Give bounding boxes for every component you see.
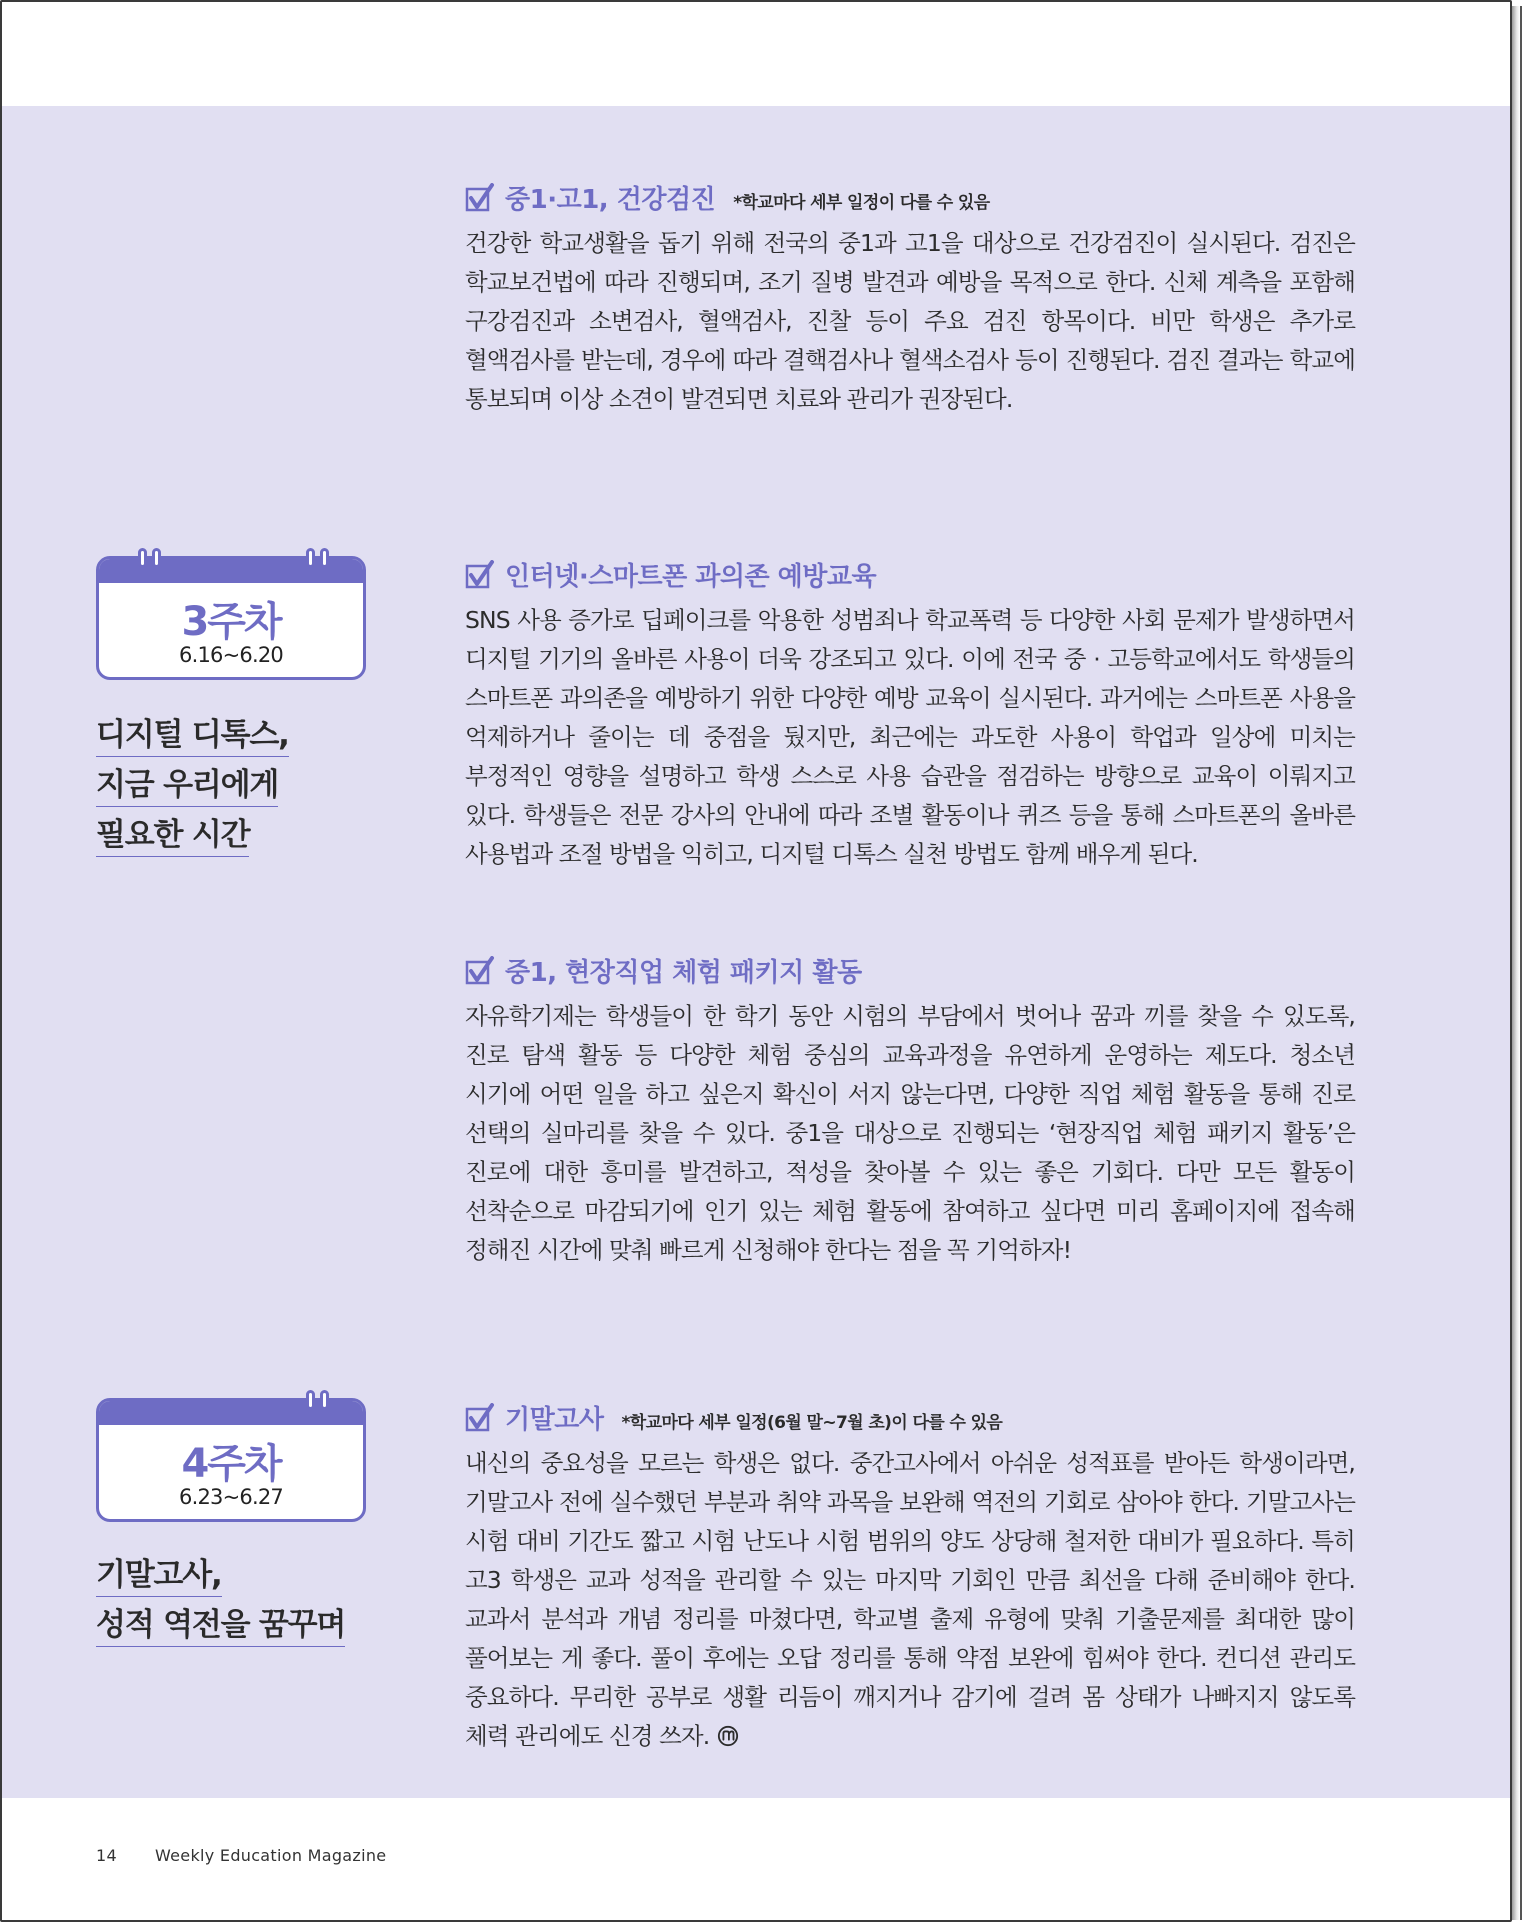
section-note: *학교마다 세부 일정(6월 말~7월 초)이 다를 수 있음: [621, 1413, 1003, 1433]
calendar-ring-icon: [306, 1390, 315, 1410]
calendar-ring-icon: [138, 548, 147, 568]
calendar-ring-icon: [320, 548, 329, 568]
week-headline-3: [96, 716, 416, 866]
headline-line: 필요한 시간: [96, 816, 249, 857]
section-title: 중1·고1, 건강검진: [505, 185, 716, 215]
week-label: 4주차: [181, 1441, 281, 1487]
section-header: [465, 178, 1355, 216]
page-number: 14: [96, 1846, 117, 1865]
page-footer: [96, 1846, 386, 1865]
section-body-wrap: [465, 1444, 1355, 1756]
section-title: 인터넷·스마트폰 과의존 예방교육: [505, 562, 877, 592]
section-body: 자유학기제는 학생들이 한 학기 동안 시험의 부담에서 벗어나 꿈과 끼를 찾을 수 있도록, 진로 탐색 활동 등 다양한 체험 중심의 교육과정을 유연하게 운영하는 제도다. 청소년 시기에 어떤 일을 하고 싶은지 확신이 서지 않는다면, 다양한 직업 체험 활동을 통해 진로 선택의 실마리를 찾을 수 있다. 중1을 대상으로 진행되는 ‘현장직업 체험 패키지 활동’은 진로에 대한 흥미를 발견하고, 적성을 찾아볼 수 있는 좋은 기회다. 다만 모든 활동이 선착순으로 마감되기에 인기 있는 체험 활동에 참여하고 싶다면 미리 홈페이지에 접속해 정해진 시간에 맞춰 빠르게 신청해야 한다는 점을 꼭 기억하자!: [465, 1002, 1355, 1264]
calendar-ring-icon: [152, 548, 161, 568]
section-final-exam: [465, 1398, 1355, 1756]
calendar-ring-icon: [306, 548, 315, 568]
week-dates: 6.16~6.20: [179, 643, 283, 667]
checkbox-check-icon: [465, 956, 495, 986]
section-header: [465, 555, 1355, 593]
section-health-check: [465, 178, 1355, 419]
section-smartphone-education: [465, 555, 1355, 874]
headline-line: 기말고사,: [96, 1556, 222, 1597]
week-label: 3주차: [181, 599, 281, 645]
checkbox-check-icon: [465, 183, 495, 213]
checkbox-check-icon: [465, 1403, 495, 1433]
week-card-3: [96, 548, 366, 680]
section-note: *학교마다 세부 일정이 다를 수 있음: [733, 193, 990, 213]
week-headline-4: [96, 1556, 416, 1656]
section-body: SNS 사용 증가로 딥페이크를 악용한 성범죄나 학교폭력 등 다양한 사회 문제가 발생하면서 디지털 기기의 올바른 사용이 더욱 강조되고 있다. 이에 전국 중 · 고등학교에서도 학생들의 스마트폰 과의존을 예방하기 위한 다양한 예방 교육이 실시된다. 과거에는 스마트폰 사용을 억제하거나 줄이는 데 중점을 뒀지만, 최근에는 과도한 사용이 학업과 일상에 미치는 부정적인 영향을 설명하고 학생 스스로 사용 습관을 점검하는 방향으로 교육이 이뤄지고 있다. 학생들은 전문 강사의 안내에 따라 조별 활동이나 퀴즈 등을 통해 스마트폰의 올바른 사용법과 조절 방법을 익히고, 디지털 디톡스 실천 방법도 함께 배우게 된다.: [465, 606, 1355, 868]
week-dates: 6.23~6.27: [179, 1485, 283, 1509]
section-title: 중1, 현장직업 체험 패키지 활동: [505, 958, 862, 988]
section-header: [465, 1398, 1355, 1436]
calendar-ring-icon: [320, 1390, 329, 1410]
week-card-4: [96, 1390, 366, 1522]
section-body: 건강한 학교생활을 돕기 위해 전국의 중1과 고1을 대상으로 건강검진이 실시된다. 검진은 학교보건법에 따라 진행되며, 조기 질병 발견과 예방을 목적으로 한다. 신체 계측을 포함해 구강검진과 소변검사, 혈액검사, 진찰 등이 주요 검진 항목이다. 비만 학생은 추가로 혈액검사를 받는데, 경우에 따라 결핵검사나 혈색소검사 등이 진행된다. 검진 결과는 학교에 통보되며 이상 소견이 발견되면 치료와 관리가 권장된다.: [465, 229, 1355, 413]
page-edge: [1512, 6, 1522, 1920]
section-header: [465, 951, 1355, 989]
headline-line: 성적 역전을 꿈꾸며: [96, 1606, 345, 1647]
magazine-logo-icon: [717, 1725, 739, 1747]
section-title: 기말고사: [505, 1405, 604, 1435]
checkbox-check-icon: [465, 560, 495, 590]
headline-line: 지금 우리에게: [96, 766, 278, 807]
section-body: 내신의 중요성을 모르는 학생은 없다. 중간고사에서 아쉬운 성적표를 받아든 학생이라면, 기말고사 전에 실수했던 부분과 취약 과목을 보완해 역전의 기회로 삼아야 한다. 기말고사는 시험 대비 기간도 짧고 시험 난도나 시험 범위의 양도 상당해 철저한 대비가 필요하다. 특히 고3 학생은 교과 성적을 관리할 수 있는 마지막 기회인 만큼 최선을 다해 준비해야 한다. 교과서 분석과 개념 정리를 마쳤다면, 학교별 출제 유형에 맞춰 기출문제를 최대한 많이 풀어보는 게 좋다. 풀이 후에는 오답 정리를 통해 약점 보완에 힘써야 한다. 컨디션 관리도 중요하다. 무리한 공부로 생활 리듬이 깨지거나 감기에 걸려 몸 상태가 나빠지지 않도록 체력 관리에도 신경 쓰자.: [465, 1449, 1355, 1750]
magazine-name: Weekly Education Magazine: [154, 1846, 387, 1865]
headline-line: 디지털 디톡스,: [96, 716, 289, 757]
section-career-experience: [465, 951, 1355, 1270]
